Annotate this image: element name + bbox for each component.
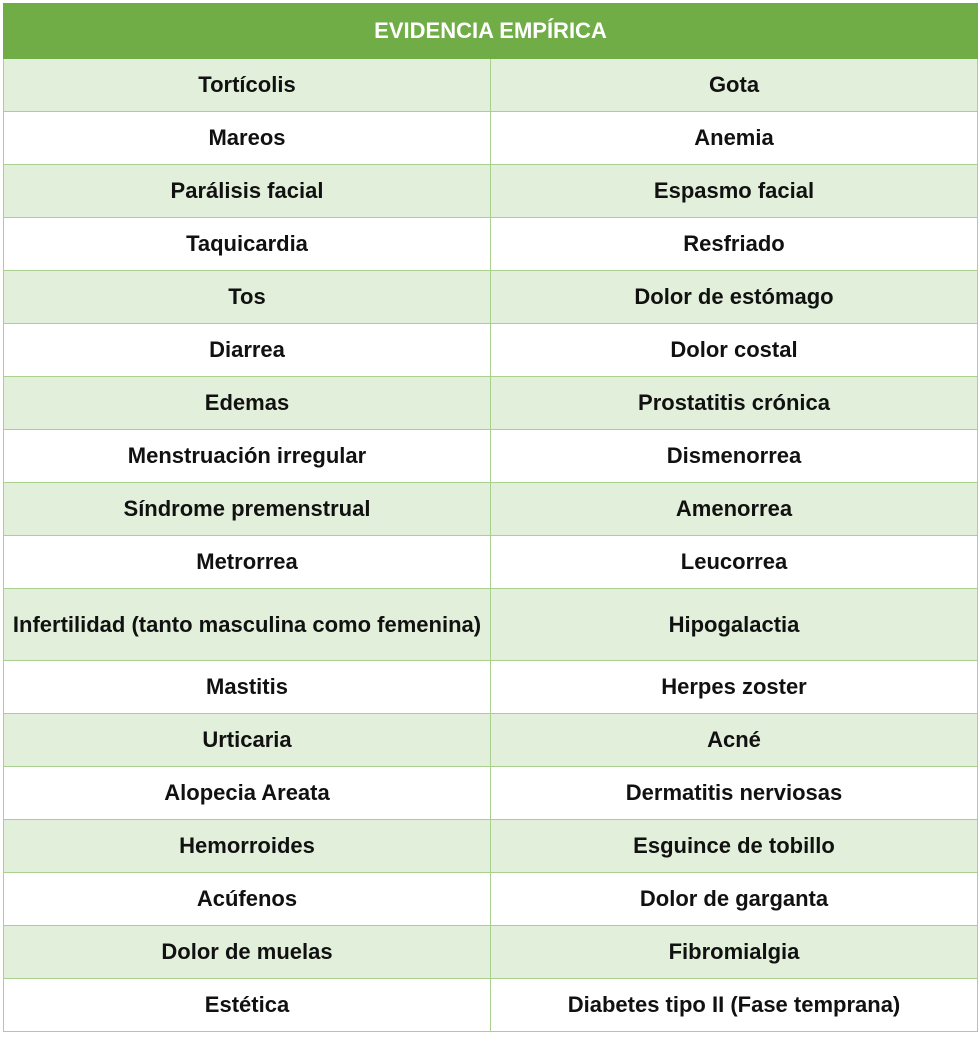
table-cell: Dolor de muelas bbox=[4, 926, 491, 979]
table-cell: Dismenorrea bbox=[491, 430, 978, 483]
table-cell: Resfriado bbox=[491, 218, 978, 271]
table-row bbox=[4, 589, 978, 661]
table-cell: Síndrome premenstrual bbox=[4, 483, 491, 536]
table-cell: Amenorrea bbox=[491, 483, 978, 536]
table-cell: Gota bbox=[491, 59, 978, 112]
table-header-row bbox=[4, 4, 978, 59]
table-cell: Prostatitis crónica bbox=[491, 377, 978, 430]
table-cell: Tortícolis bbox=[4, 59, 491, 112]
table-cell: Hipogalactia bbox=[491, 589, 978, 661]
evidence-table bbox=[3, 3, 978, 1032]
table-header: EVIDENCIA EMPÍRICA bbox=[4, 4, 978, 59]
table-cell: Menstruación irregular bbox=[4, 430, 491, 483]
table-cell: Leucorrea bbox=[491, 536, 978, 589]
table-cell: Parálisis facial bbox=[4, 165, 491, 218]
table-cell: Esguince de tobillo bbox=[491, 820, 978, 873]
table-cell: Herpes zoster bbox=[491, 661, 978, 714]
table-cell: Estética bbox=[4, 979, 491, 1032]
table-cell: Alopecia Areata bbox=[4, 767, 491, 820]
table-row bbox=[4, 324, 978, 377]
table-cell: Diarrea bbox=[4, 324, 491, 377]
table-cell: Taquicardia bbox=[4, 218, 491, 271]
table-row bbox=[4, 661, 978, 714]
table-row bbox=[4, 820, 978, 873]
table-cell: Edemas bbox=[4, 377, 491, 430]
table-cell: Tos bbox=[4, 271, 491, 324]
table-cell: Metrorrea bbox=[4, 536, 491, 589]
table-cell: Fibromialgia bbox=[491, 926, 978, 979]
table-cell: Acné bbox=[491, 714, 978, 767]
table-row bbox=[4, 979, 978, 1032]
table-row bbox=[4, 767, 978, 820]
table-row bbox=[4, 483, 978, 536]
table-cell: Infertilidad (tanto masculina como femenina) bbox=[4, 589, 491, 661]
table-row bbox=[4, 536, 978, 589]
table-cell: Acúfenos bbox=[4, 873, 491, 926]
table-row bbox=[4, 271, 978, 324]
table-row bbox=[4, 112, 978, 165]
table-cell: Dolor de garganta bbox=[491, 873, 978, 926]
table-row bbox=[4, 165, 978, 218]
table-row bbox=[4, 873, 978, 926]
table-row bbox=[4, 714, 978, 767]
table-cell: Dolor costal bbox=[491, 324, 978, 377]
table-cell: Urticaria bbox=[4, 714, 491, 767]
table-row bbox=[4, 926, 978, 979]
table-row bbox=[4, 430, 978, 483]
table-cell: Diabetes tipo II (Fase temprana) bbox=[491, 979, 978, 1032]
table-cell: Anemia bbox=[491, 112, 978, 165]
table-cell: Mastitis bbox=[4, 661, 491, 714]
table-cell: Dermatitis nerviosas bbox=[491, 767, 978, 820]
table-row bbox=[4, 218, 978, 271]
table-cell: Mareos bbox=[4, 112, 491, 165]
table-cell: Hemorroides bbox=[4, 820, 491, 873]
table-cell: Espasmo facial bbox=[491, 165, 978, 218]
table-row bbox=[4, 377, 978, 430]
table-row bbox=[4, 59, 978, 112]
table-cell: Dolor de estómago bbox=[491, 271, 978, 324]
